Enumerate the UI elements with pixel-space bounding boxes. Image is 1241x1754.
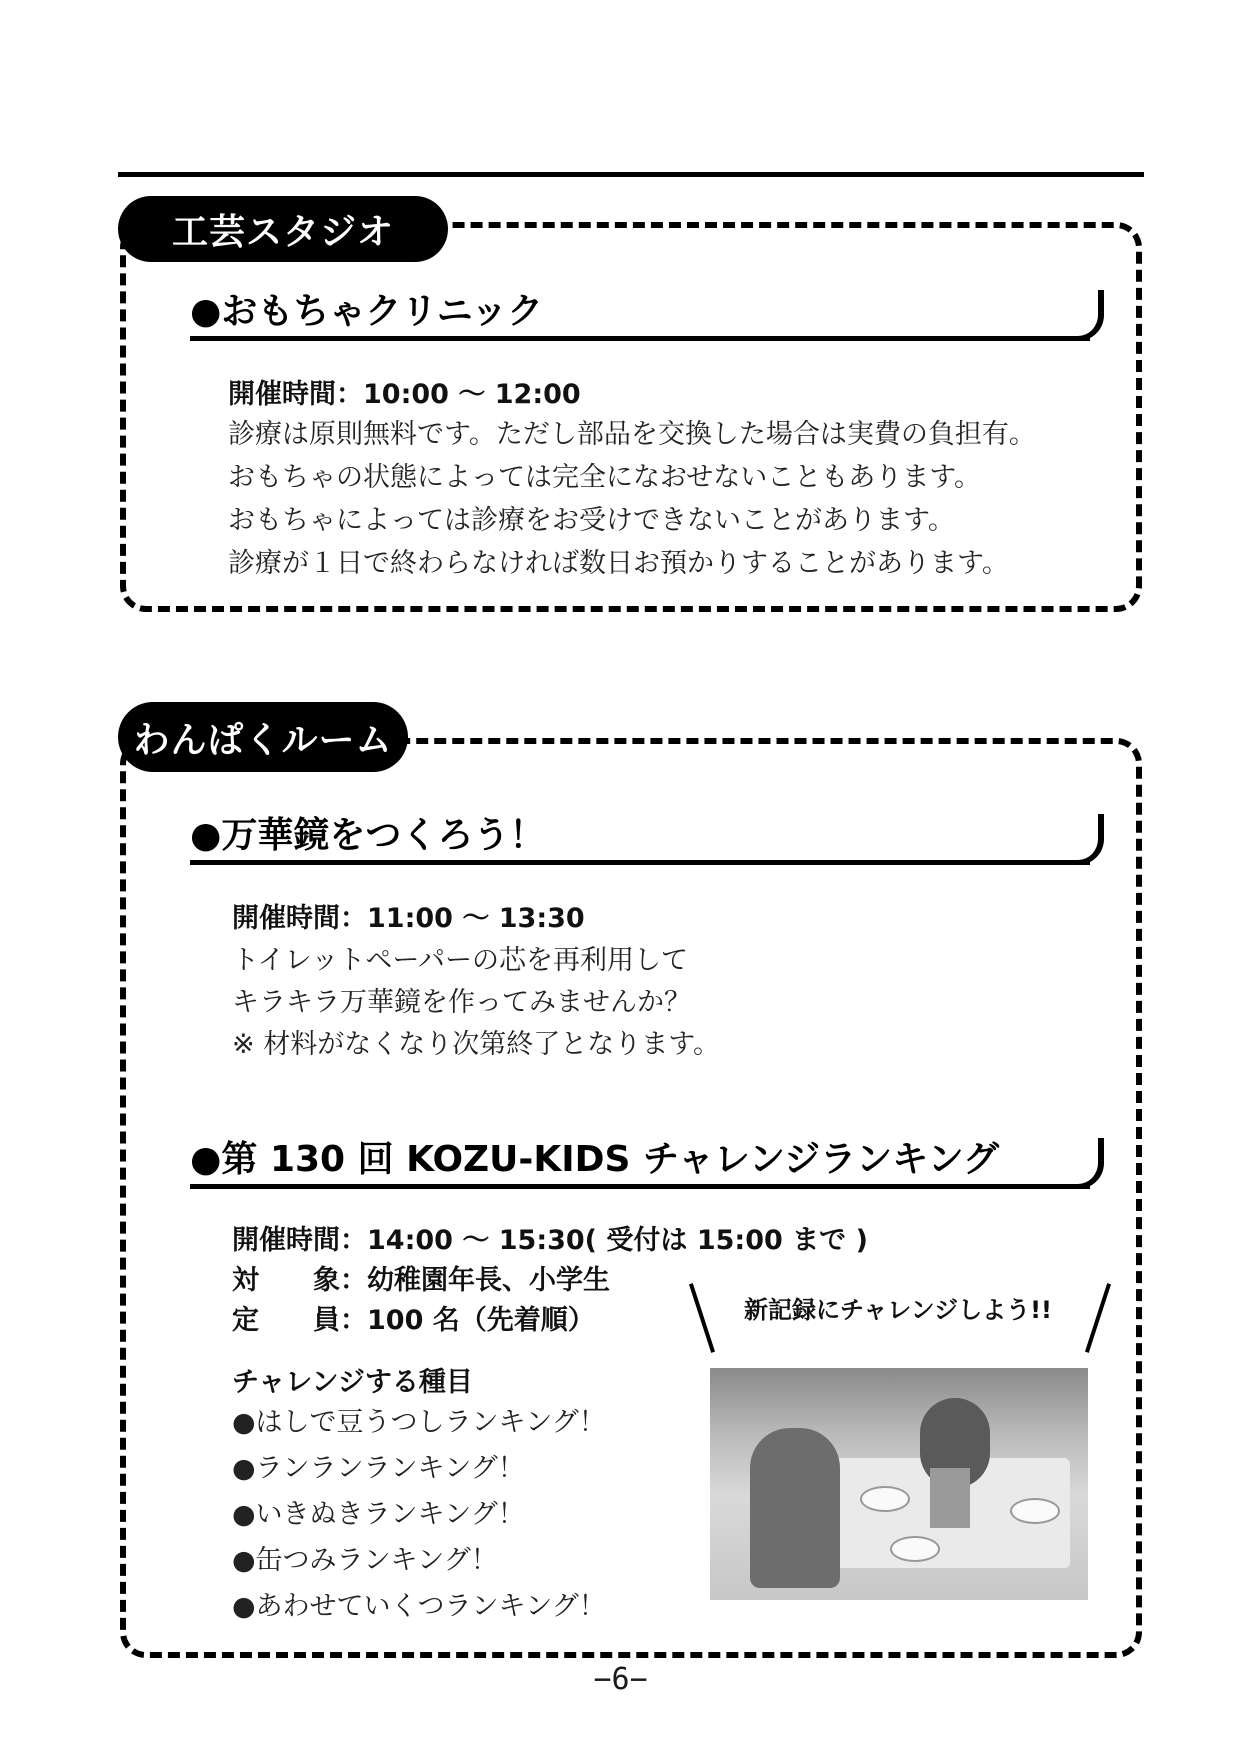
photo-plate [890,1536,940,1562]
challenge-time: 開催時間：14:00 ～ 15:30( 受付は 15:00 まで ) [232,1225,868,1256]
challenge-ranking-heading: ●第 130 回 KOZU-KIDS チャレンジランキング [190,1138,1090,1189]
toy-clinic-line-1: 診療は原則無料です。ただし部品を交換した場合は実費の負担有。 [228,419,1036,450]
photo-plate [860,1486,910,1512]
kaleidoscope-heading: ●万華鏡をつくろう！ [190,814,1090,865]
top-rule [118,172,1144,177]
speech-callout: 新記録にチャレンジしよう!! [744,1296,1052,1324]
photo-child-left [750,1428,840,1588]
photo-chopstick-cup [930,1468,970,1528]
challenge-event-4: ●缶つみランキング！ [232,1545,498,1576]
challenge-event-1: ●はしで豆うつしランキング！ [232,1407,606,1438]
toy-clinic-line-4: 診療が１日で終わらなければ数日お預かりすることがあります。 [228,548,1009,579]
toy-clinic-heading: ●おもちゃクリニック [190,290,1090,341]
kaleidoscope-line-3: ※ 材料がなくなり次第終了となります。 [232,1029,721,1060]
toy-clinic-line-3: おもちゃによっては診療をお受けできないことがあります。 [228,505,955,536]
kaleidoscope-line-2: キラキラ万華鏡を作ってみませんか？ [232,987,691,1018]
challenge-target: 対 象：幼稚園年長、小学生 [232,1265,610,1296]
wanpaku-tab-label: わんぱくルーム [118,702,408,772]
page-number: −6− [593,1662,648,1697]
challenge-capacity: 定 員：100 名（先着順） [232,1305,595,1336]
challenge-event-2: ●ランランランキング！ [232,1453,525,1484]
challenge-event-5: ●あわせていくつランキング！ [232,1591,606,1622]
challenge-events-title: チャレンジする種目 [232,1367,473,1398]
photo-plate [1010,1498,1060,1524]
toy-clinic-line-2: おもちゃの状態によっては完全になおせないこともあります。 [228,462,982,493]
children-photo [710,1368,1088,1600]
kaleidoscope-time: 開催時間：11:00 ～ 13:30 [232,903,585,934]
studio-tab-label: 工芸スタジオ [118,196,448,262]
challenge-event-3: ●いきぬきランキング！ [232,1499,525,1530]
toy-clinic-time: 開催時間：10:00 ～ 12:00 [228,379,581,410]
kaleidoscope-line-1: トイレットペーパーの芯を再利用して [232,945,689,976]
